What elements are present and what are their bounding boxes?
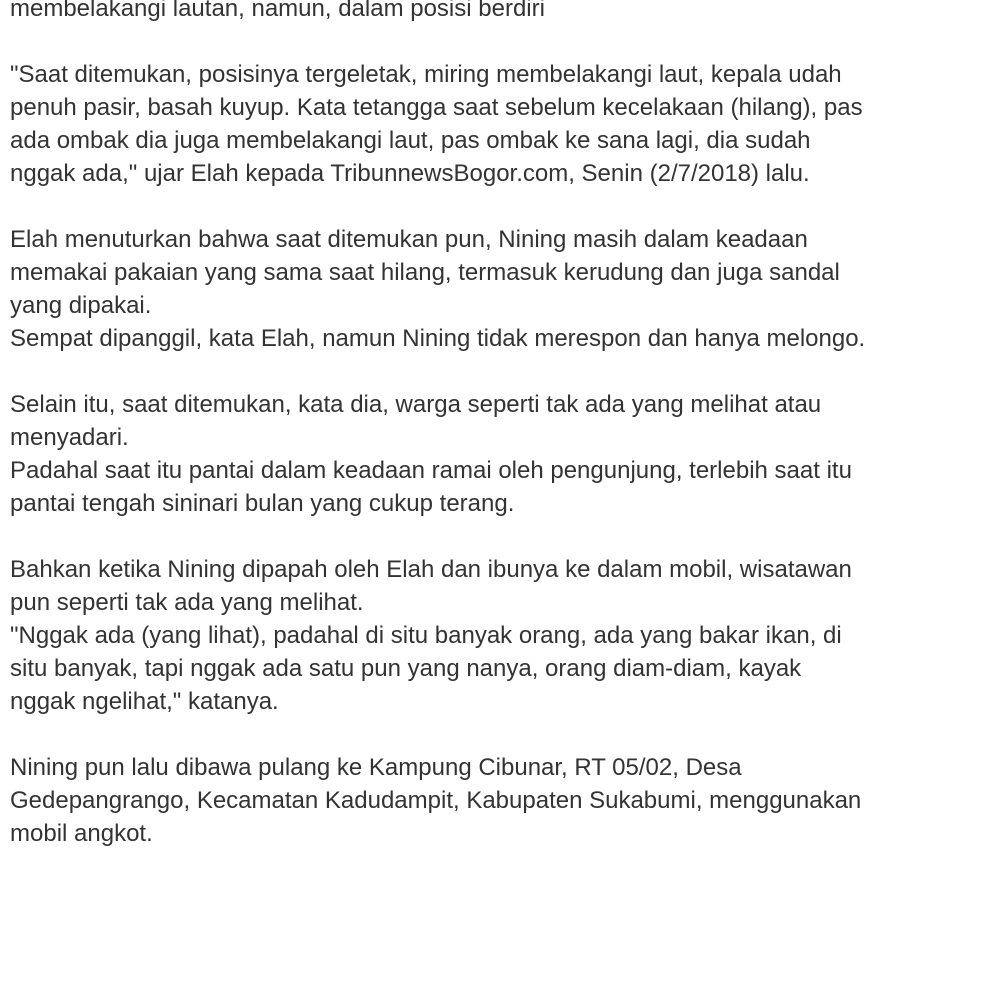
paragraph-1 [10,0,995,25]
text-line: Selain itu, saat ditemukan, kata dia, warga seperti tak ada yang melihat atau [10,391,822,418]
text-line: Elah menuturkan bahwa saat ditemukan pun, Nining masih dalam keadaan [10,226,808,253]
text-line: ada ombak dia juga membelakangi laut, pas ombak ke sana lagi, dia sudah [10,127,811,154]
text-line: nggak ngelihat," katanya. [10,688,279,715]
text-line: situ banyak, tapi nggak ada satu pun yang nanya, orang diam-diam, kayak [10,655,802,682]
text-line: yang dipakai. [10,292,152,319]
text-line: pantai tengah sininari bulan yang cukup terang. [10,490,515,517]
text-line: Gedepangrango, Kecamatan Kadudampit, Kabupaten Sukabumi, menggunakan [10,787,862,814]
text-line: menyadari. [10,424,129,451]
text-line: memakai pakaian yang sama saat hilang, termasuk kerudung dan juga sandal [10,259,840,286]
text-line: membelakangi lautan, namun, dalam posisi berdiri [10,0,545,22]
paragraph-5 [10,553,995,718]
text-line: penuh pasir, basah kuyup. Kata tetangga saat sebelum kecelakaan (hilang), pas [10,94,863,121]
text-line: mobil angkot. [10,820,153,847]
text-line: Sempat dipanggil, kata Elah, namun Nining tidak merespon dan hanya melongo. [10,325,866,352]
text-line: Bahkan ketika Nining dipapah oleh Elah dan ibunya ke dalam mobil, wisatawan [10,556,852,583]
paragraph-4 [10,388,995,520]
text-line: nggak ada," ujar Elah kepada TribunnewsBogor.com, Senin (2/7/2018) lalu. [10,160,810,187]
text-line: "Saat ditemukan, posisinya tergeletak, miring membelakangi laut, kepala udah [10,61,842,88]
paragraph-3 [10,223,995,355]
text-line: pun seperti tak ada yang melihat. [10,589,364,616]
paragraph-6 [10,751,995,850]
text-line: "Nggak ada (yang lihat), padahal di situ banyak orang, ada yang bakar ikan, di [10,622,842,649]
article-body [10,0,995,883]
text-line: Nining pun lalu dibawa pulang ke Kampung Cibunar, RT 05/02, Desa [10,754,742,781]
paragraph-2 [10,58,995,190]
text-line: Padahal saat itu pantai dalam keadaan ramai oleh pengunjung, terlebih saat itu [10,457,852,484]
